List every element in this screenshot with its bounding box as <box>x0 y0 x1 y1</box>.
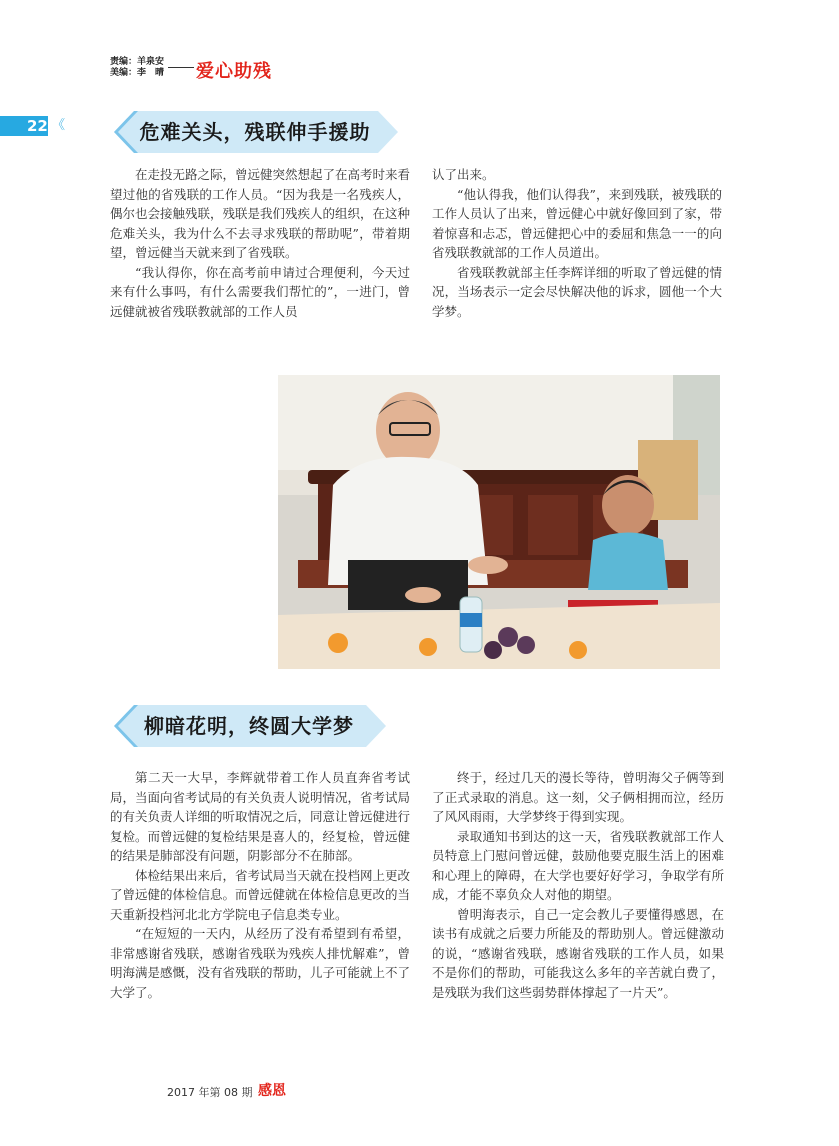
editor-credit: 责编：羊泉安 <box>110 57 165 67</box>
section-1-left-column <box>110 165 410 321</box>
paragraph: 在走投无路之际，曾远健突然想起了在高考时来看望过他的省残联的工作人员。“因为我是一名残疾人，偶尔也会接触残联，残联是我们残疾人的组织，在这种危难关头，我为什么不去寻求残联的帮助呢”，带着期望，曾远健当天就来到了省残联。 <box>110 167 411 260</box>
section-heading-1 <box>110 109 400 155</box>
section-2-right-column <box>432 768 724 1002</box>
section-heading-2-text: 柳暗花明，终圆大学梦 <box>144 714 354 738</box>
paragraph: 曾明海表示，自己一定会教儿子要懂得感恩，在读书有成就之后要力所能及的帮助别人。曾远健激动的说，“感谢省残联，感谢省残联的工作人员，如果不是你们的帮助，可能我这么多年的辛苦就白费了，是残联为我们这些弱势群体撑起了一片天”。 <box>432 906 724 1000</box>
paragraph: 终于，经过几天的漫长等待，曾明海父子俩等到了正式录取的消息。这一刻，父子俩相拥而泣，经历了风风雨雨，大学梦终于得到实现。 <box>432 770 724 824</box>
designer-credit: 美编：李 晴 <box>110 68 165 78</box>
article-photo <box>278 375 720 669</box>
page-number: 22 <box>27 117 48 135</box>
section-2-left-column <box>110 768 410 1002</box>
paragraph: 第二天一大早，李辉就带着工作人员直奔省考试局，当面向省考试局的有关负责人说明情况，省考试局的有关负责人详细的听取情况之后，同意让曾远健进行复检。而曾远健的复检结果是喜人的，经复检，曾远健的结果是肺部没有问题，阴影部分不在肺部。 <box>110 770 411 863</box>
section-tag: 爱心助残 <box>196 61 272 82</box>
paragraph: “在短短的一天内，从经历了没有希望到有希望，非常感谢省残联，感谢省残联为残疾人排忧解难”，曾明海满是感慨，没有省残联的帮助，儿子可能就上不了大学了。 <box>110 926 411 1000</box>
paragraph: 省残联教就部主任李辉详细的听取了曾远健的情况，当场表示一定会尽快解决他的诉求，圆他一个大学梦。 <box>432 264 722 319</box>
page-marker: 《 <box>52 118 66 133</box>
paragraph: 录取通知书到达的这一天，省残联教就部工作人员特意上门慰问曾远健，鼓励他要克服生活上的困难和心理上的障碍，在大学也要好好学习，争取学有所成，才能不辜负众人对他的期望。 <box>432 828 724 902</box>
section-heading-2 <box>110 703 388 749</box>
paragraph: 体检结果出来后，省考试局当天就在投档网上更改了曾远健的体检信息。而曾远健就在体检信息更改的当天重新投档河北北方学院电子信息类专业。 <box>110 867 411 922</box>
section-1-right-column <box>432 165 722 321</box>
paragraph: “我认得你，你在高考前申请过合理便利，今天过来有什么事吗，有什么需要我们帮忙的”，一进门，曾远健就被省残联教就部的工作人员 <box>110 264 410 319</box>
section-heading-1-text: 危难关头，残联伸手援助 <box>139 120 371 144</box>
paragraph: “他认得我，他们认得我”，来到残联，被残联的工作人员认了出来，曾远健心中就好像回到了家，带着惊喜和忐忑，曾远健把心中的委屈和焦急一一的向省残联教就部的工作人员道出。 <box>432 186 722 260</box>
issue-label: 2017 年第 08 期 <box>167 1086 253 1099</box>
header-rule <box>168 67 194 68</box>
magazine-logo: 感恩 <box>258 1083 286 1099</box>
paragraph: 认了出来。 <box>432 167 495 182</box>
